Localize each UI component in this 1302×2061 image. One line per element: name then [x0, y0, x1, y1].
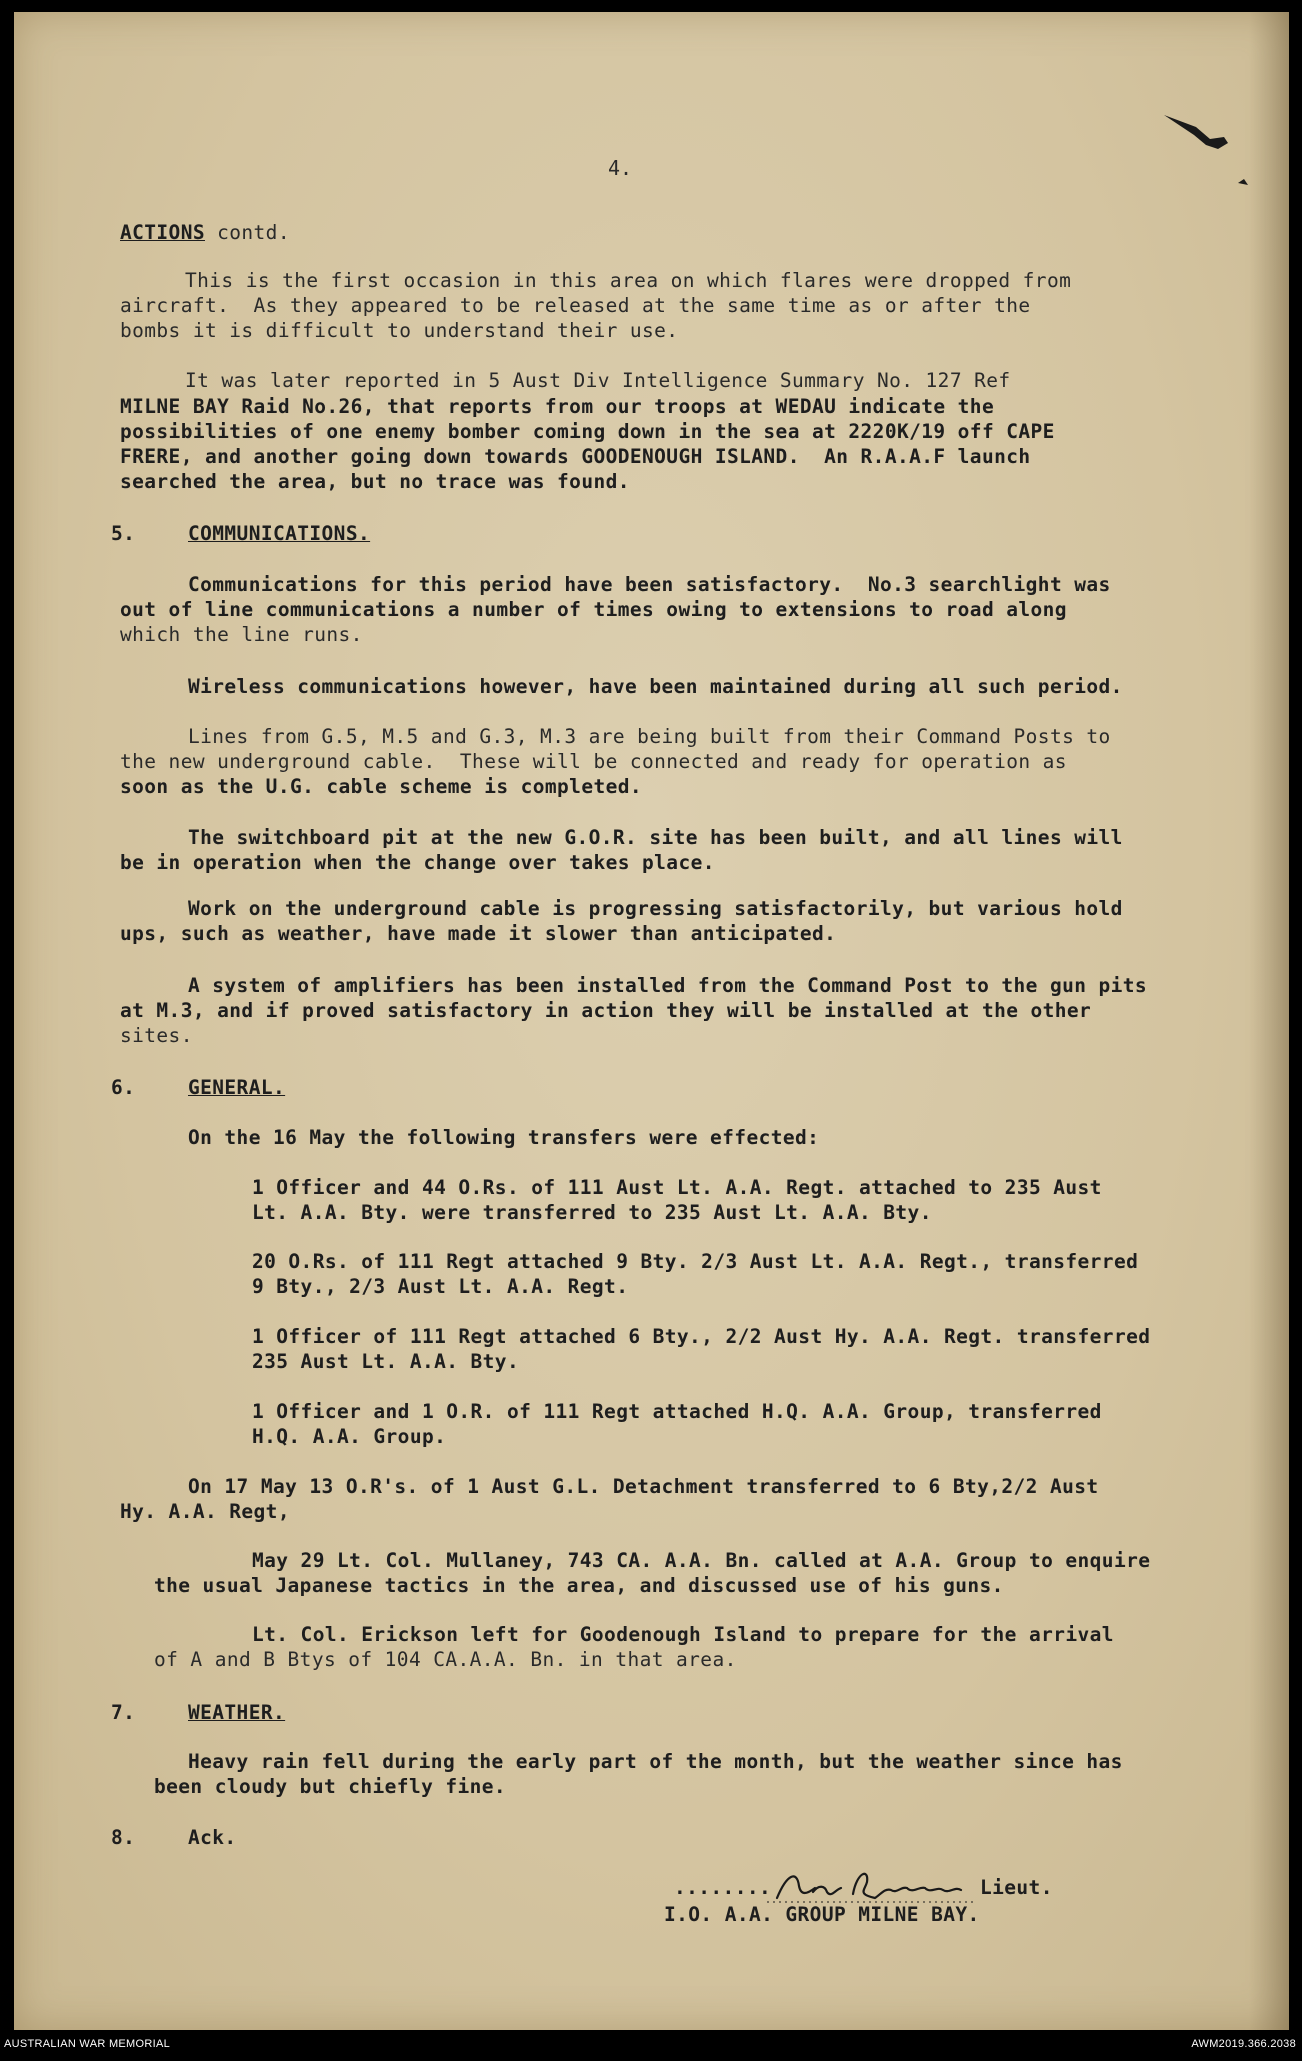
transfer-item-line: 235 Aust Lt. A.A. Bty.	[252, 1350, 520, 1373]
section6-para-line: of A and B Btys of 104 CA.A.A. Bn. in that area.	[154, 1648, 737, 1671]
actions-heading	[120, 220, 290, 246]
section7-line: Heavy rain fell during the early part of the month, but the weather since has	[188, 1750, 1123, 1773]
document-page	[14, 12, 1289, 2030]
transfer-item-line: 1 Officer and 1 O.R. of 111 Regt attached H.Q. A.A. Group, transferred	[252, 1400, 1102, 1423]
section8-number: 8.	[111, 1826, 136, 1849]
footer-accession-number: AWM2019.366.2038	[1191, 2038, 1296, 2050]
page-edge-shadow	[1249, 12, 1289, 2030]
section5-para-line: Communications for this period have been satisfactory. No.3 searchlight was	[188, 573, 1111, 596]
section5-number: 5.	[111, 522, 136, 545]
section5-para-line: be in operation when the change over takes place.	[120, 851, 715, 874]
section6-para-line: On 17 May 13 O.R's. of 1 Aust G.L. Detachment transferred to 6 Bty,2/2 Aust	[188, 1475, 1099, 1498]
footer-institution: AUSTRALIAN WAR MEMORIAL	[4, 2038, 171, 2050]
section6-para-line: Hy. A.A. Regt,	[120, 1500, 290, 1523]
signature-rank: Lieut.	[980, 1876, 1053, 1899]
section5-title: COMMUNICATIONS.	[188, 522, 371, 545]
section5-para-line: A system of amplifiers has been installed from the Command Post to the gun pits	[188, 974, 1148, 997]
transfer-item-line: 20 O.Rs. of 111 Regt attached 9 Bty. 2/3 Aust Lt. A.A. Regt., transferred	[252, 1250, 1139, 1273]
section5-para-line: ups, such as weather, have made it slower than anticipated.	[120, 922, 837, 945]
section5-para-line: Lines from G.5, M.5 and G.3, M.3 are being built from their Command Posts to	[188, 725, 1111, 748]
section7-line: been cloudy but chiefly fine.	[154, 1775, 507, 1798]
actions-para2-line: searched the area, but no trace was found.	[120, 470, 630, 493]
transfer-item-line: 1 Officer and 44 O.Rs. of 111 Aust Lt. A.A. Regt. attached to 235 Aust	[252, 1176, 1102, 1199]
section5-para-line: Wireless communications however, have been maintained during all such period.	[188, 675, 1123, 698]
transfer-item-line: 1 Officer of 111 Regt attached 6 Bty., 2/2 Aust Hy. A.A. Regt. transferred	[252, 1325, 1151, 1348]
transfer-item-line: H.Q. A.A. Group.	[252, 1425, 447, 1448]
section8-text: Ack.	[188, 1826, 237, 1849]
section6-para-line: Lt. Col. Erickson left for Goodenough Island to prepare for the arrival	[252, 1623, 1114, 1646]
section5-para-line: sites.	[120, 1024, 193, 1047]
signature-dots: ........	[674, 1876, 772, 1899]
section7-title: WEATHER.	[188, 1701, 286, 1724]
section5-para-line: at M.3, and if proved satisfactory in action they will be installed at the other	[120, 999, 1092, 1022]
section6-number: 6.	[111, 1076, 136, 1099]
actions-para2-line: It was later reported in 5 Aust Div Intelligence Summary No. 127 Ref	[185, 369, 1011, 392]
ink-mark-decoration	[1144, 97, 1264, 197]
actions-heading-suffix: contd.	[204, 221, 290, 244]
transfer-item-line: Lt. A.A. Bty. were transferred to 235 Aust Lt. A.A. Bty.	[252, 1201, 932, 1224]
signature-designation: I.O. A.A. GROUP MILNE BAY.	[664, 1903, 980, 1926]
actions-para2-line: MILNE BAY Raid No.26, that reports from our troops at WEDAU indicate the	[120, 395, 995, 418]
page-number: 4.	[608, 156, 633, 180]
section6-para-line: May 29 Lt. Col. Mullaney, 743 CA. A.A. Bn. called at A.A. Group to enquire	[252, 1549, 1151, 1572]
actions-para2-line: FRERE, and another going down towards GOODENOUGH ISLAND. An R.A.A.F launch	[120, 445, 1031, 468]
section6-title: GENERAL.	[188, 1076, 286, 1099]
section5-para-line: Work on the underground cable is progressing satisfactorily, but various hold	[188, 897, 1123, 920]
actions-para1-line: bombs it is difficult to understand their use.	[120, 319, 679, 342]
section7-number: 7.	[111, 1701, 136, 1724]
section5-para-line: out of line communications a number of times owing to extensions to road along	[120, 598, 1067, 621]
section5-para-line: which the line runs.	[120, 623, 363, 646]
section5-para-line: the new underground cable. These will be connected and ready for operation as	[120, 750, 1067, 773]
actions-para1-line: aircraft. As they appeared to be released at the same time as or after the	[120, 294, 1031, 317]
section5-para-line: The switchboard pit at the new G.O.R. site has been built, and all lines will	[188, 826, 1123, 849]
actions-para2-line: possibilities of one enemy bomber coming down in the sea at 2220K/19 off CAPE	[120, 420, 1055, 443]
section6-intro: On the 16 May the following transfers were effected:	[188, 1126, 820, 1149]
actions-heading-label: ACTIONS	[120, 221, 205, 244]
section6-para-line: the usual Japanese tactics in the area, and discussed use of his guns.	[154, 1574, 1004, 1597]
actions-para1-line: This is the first occasion in this area on which flares were dropped from	[185, 269, 1072, 292]
transfer-item-line: 9 Bty., 2/3 Aust Lt. A.A. Regt.	[252, 1275, 629, 1298]
section5-para-line: soon as the U.G. cable scheme is completed.	[120, 775, 643, 798]
